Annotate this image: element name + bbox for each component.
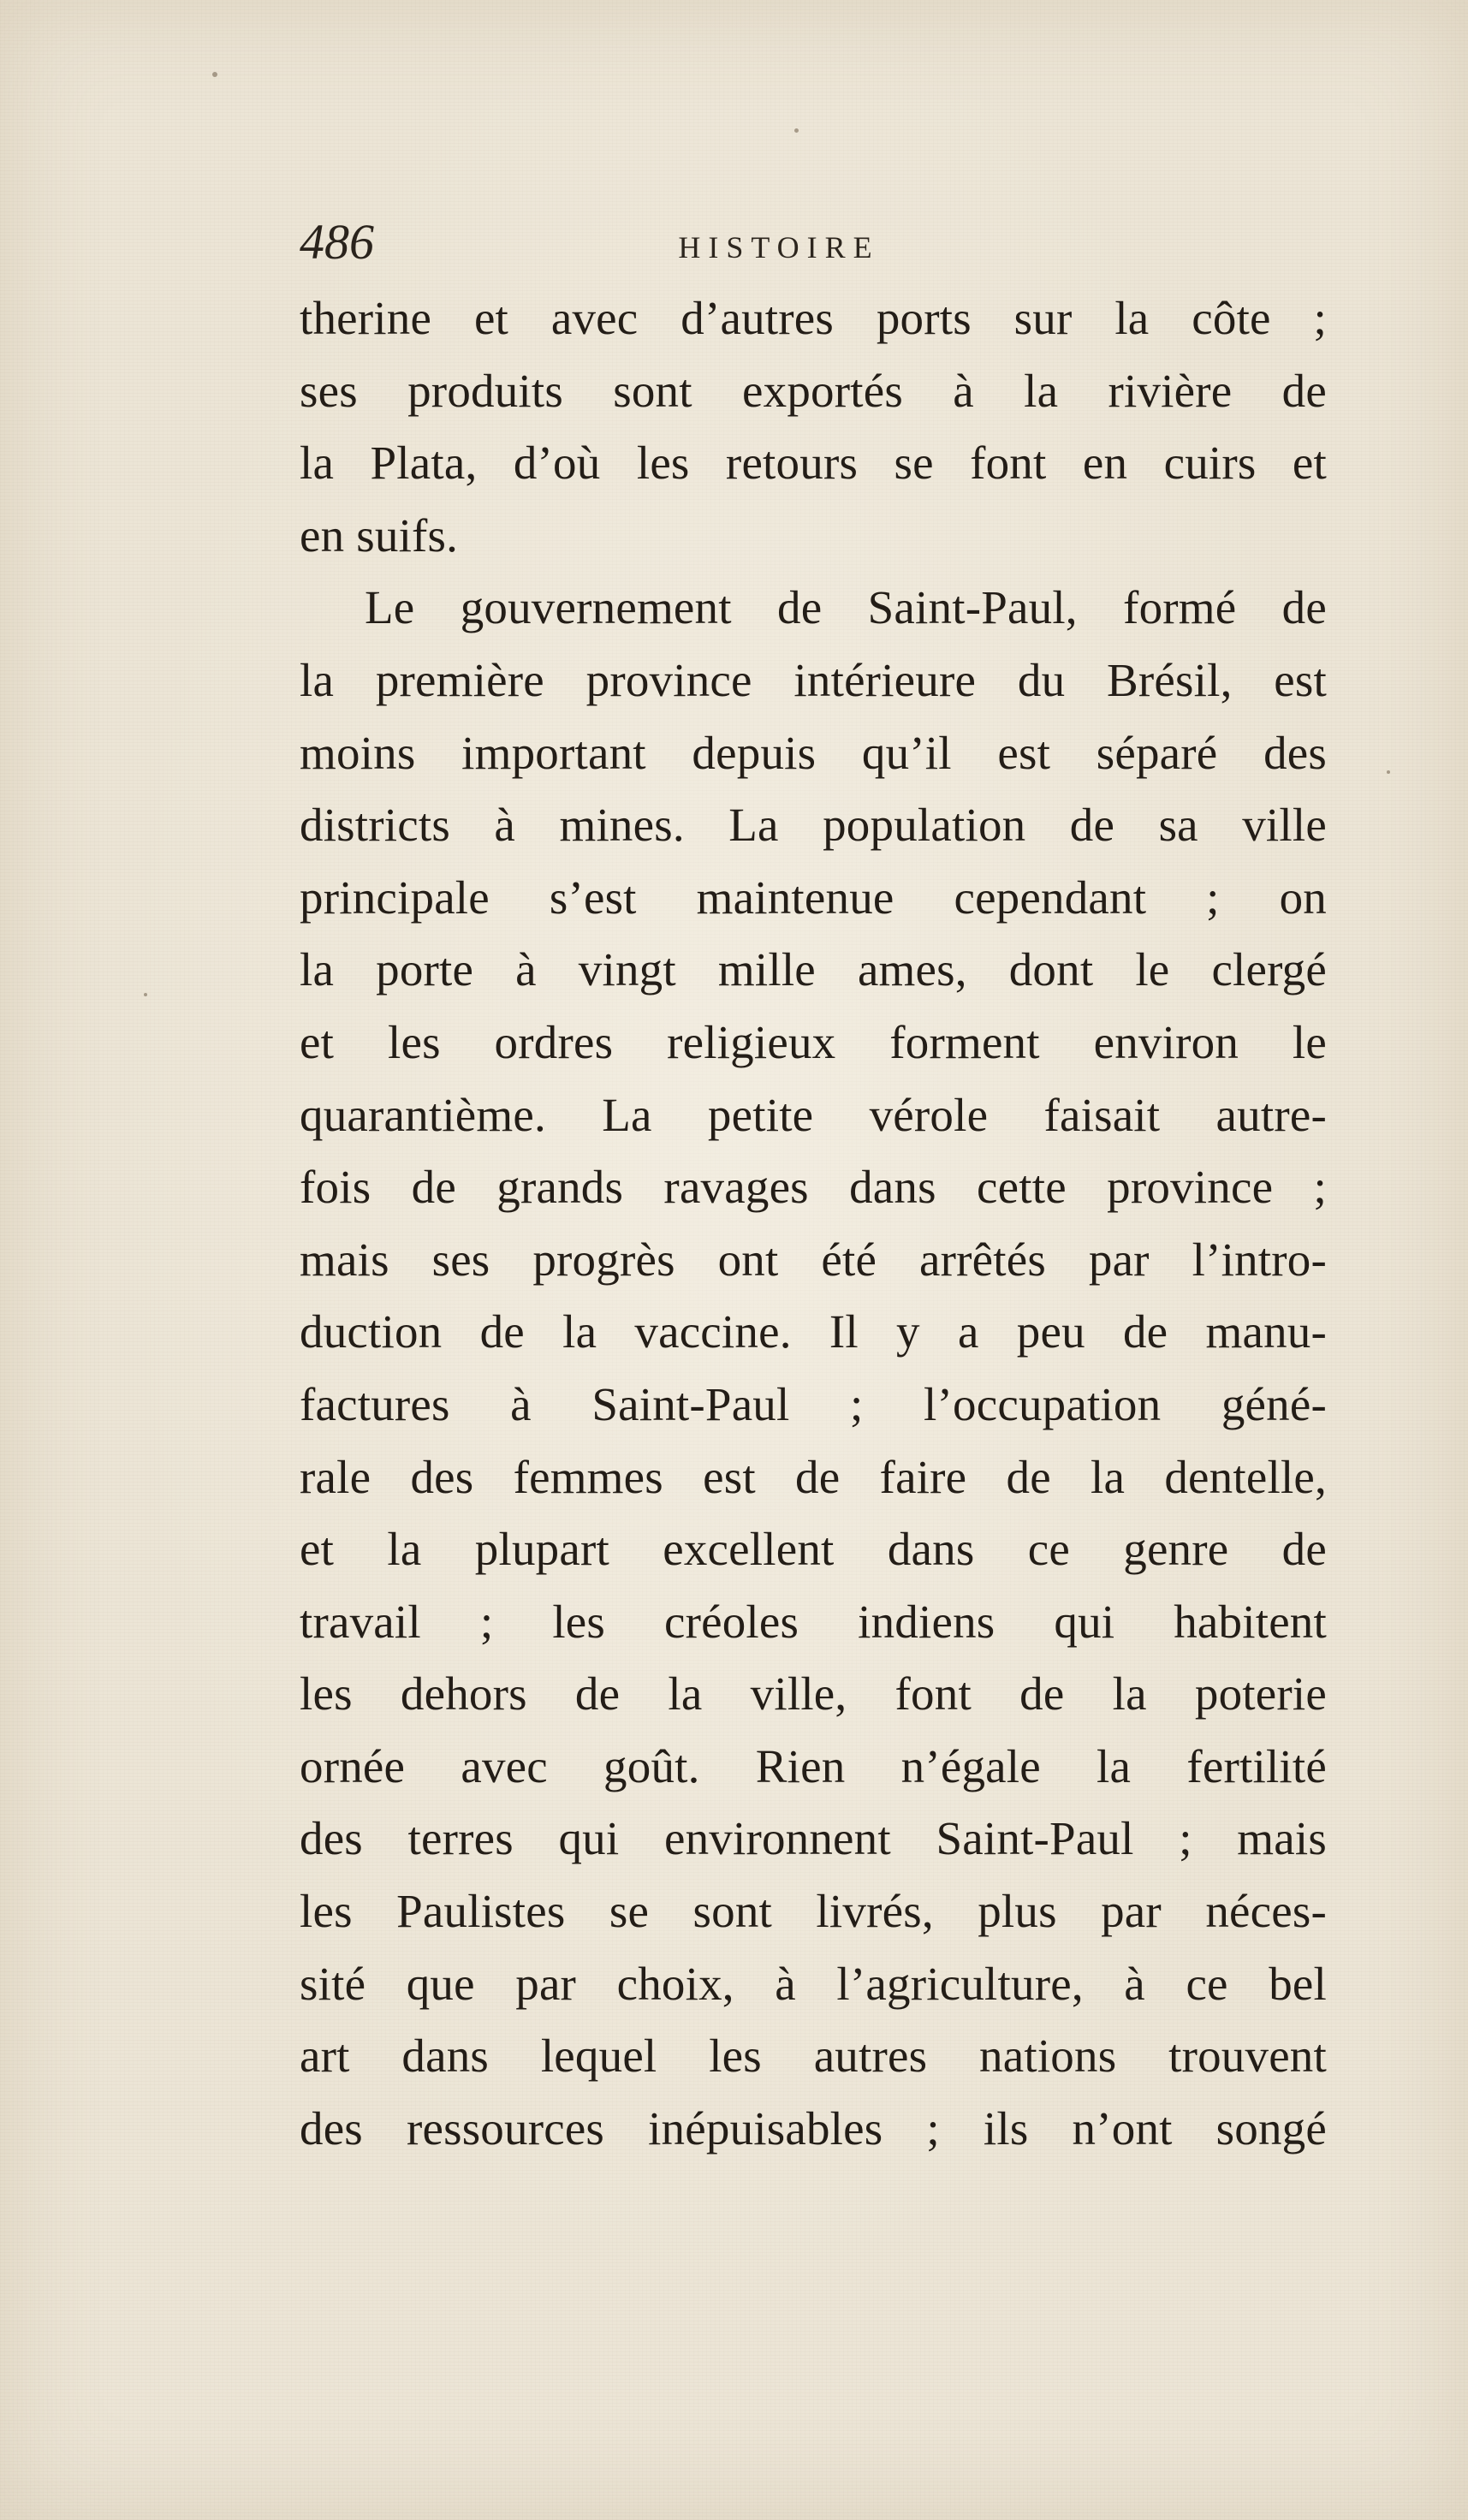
body-text (300, 282, 1327, 2165)
text-line: la Plata, d’où les retours se font en cuirs et (300, 437, 1327, 490)
text-line: factures à Saint-Paul ; l’occupation géné- (300, 1377, 1327, 1430)
text-line: moins important depuis qu’il est séparé des (300, 726, 1327, 779)
paper-speck (144, 993, 147, 996)
running-title: HISTOIRE (678, 230, 880, 264)
paper-speck (1387, 770, 1390, 774)
text-line: les dehors de la ville, font de la poterie (300, 1667, 1327, 1721)
text-line: ses produits sont exportés à la rivière de (300, 364, 1327, 417)
text-line: les Paulistes se sont livrés, plus par néces- (300, 1885, 1327, 1938)
text-line: duction de la vaccine. Il y a peu de manu- (300, 1305, 1327, 1358)
text-line: des terres qui environnent Saint-Paul ; mais (300, 1812, 1327, 1865)
text-line: des ressources inépuisables ; ils n’ont songé (300, 2101, 1327, 2154)
text-line: art dans lequel les autres nations trouvent (300, 2030, 1327, 2083)
text-line: Le gouvernement de Saint-Paul, formé de (365, 581, 1327, 634)
text-line: la première province intérieure du Brésil, est (300, 653, 1327, 706)
page-header (300, 204, 1327, 281)
text-line: ornée avec goût. Rien n’égale la fertilité (300, 1739, 1327, 1792)
text-line: travail ; les créoles indiens qui habitent (300, 1595, 1327, 1648)
text-line: principale s’est maintenue cependant ; on (300, 871, 1327, 924)
text-line: quarantième. La petite vérole faisait autre- (300, 1088, 1327, 1141)
text-line: en suifs. (300, 508, 459, 562)
text-line: therine et avec d’autres ports sur la côte ; (300, 292, 1327, 344)
text-line: la porte à vingt mille ames, dont le clergé (300, 943, 1327, 996)
text-line: rale des femmes est de faire de la dentelle, (300, 1450, 1327, 1503)
text-line: et la plupart excellent dans ce genre de (300, 1523, 1327, 1576)
text-line: mais ses progrès ont été arrêtés par l’intro- (300, 1233, 1327, 1286)
paper-speck (212, 72, 217, 77)
text-line: et les ordres religieux forment environ le (300, 1015, 1327, 1068)
paper-speck (794, 128, 799, 133)
text-line: districts à mines. La population de sa ville (300, 799, 1327, 852)
text-line: fois de grands ravages dans cette province ; (300, 1161, 1327, 1214)
text-line: sité que par choix, à l’agriculture, à ce bel (300, 1957, 1327, 2010)
page-number: 486 (300, 214, 374, 270)
